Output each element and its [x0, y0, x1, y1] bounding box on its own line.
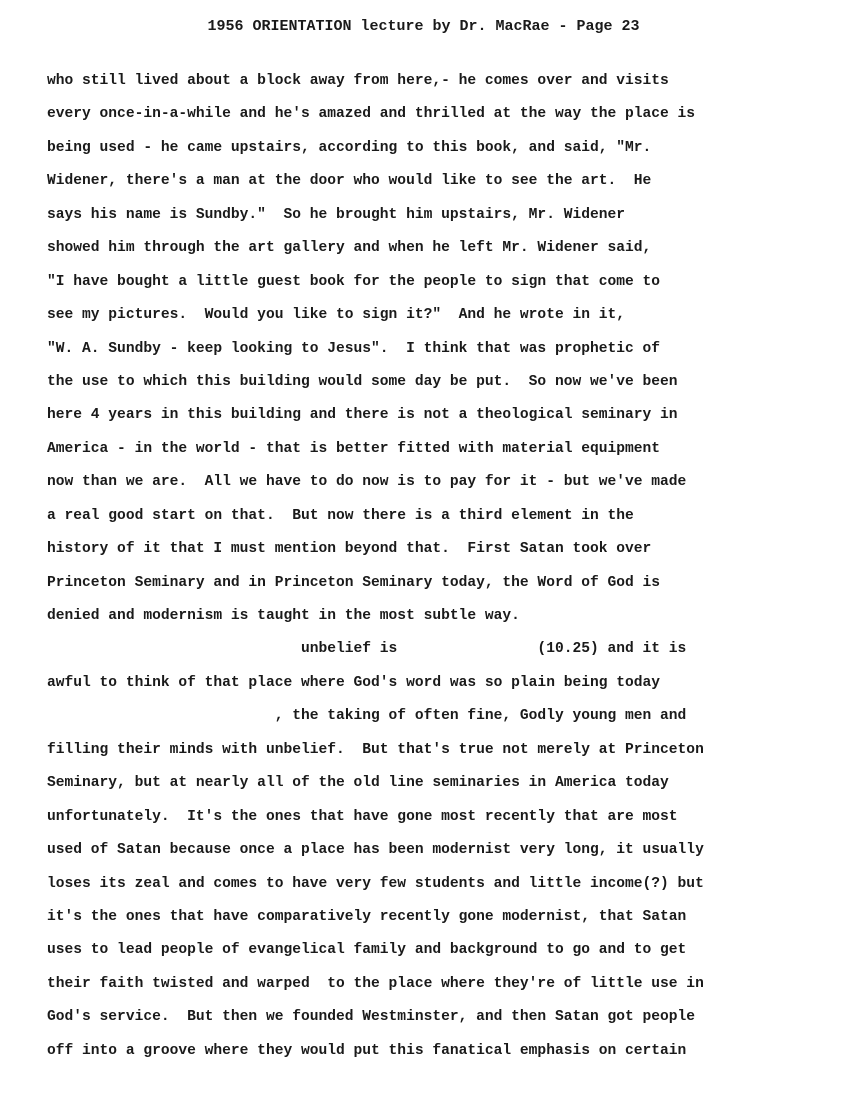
text-line: it's the ones that have comparatively recently gone modernist, that Satan [47, 908, 687, 925]
text-line: off into a groove where they would put this fanatical emphasis on certain [47, 1042, 687, 1059]
text-line: used of Satan because once a place has been modernist very long, it usually [47, 842, 704, 859]
text-line: Widener, there's a man at the door who would like to see the art. He [47, 173, 652, 190]
text-line: "I have bought a little guest book for the people to sign that come to [47, 273, 661, 290]
text-line: denied and modernism is taught in the most subtle way. [47, 608, 520, 624]
text-line: showed him through the art gallery and when he left Mr. Widener said, [47, 240, 652, 257]
text-line: the use to which this building would some day be put. So now we've been [47, 373, 678, 390]
text-line: being used - he came upstairs, according to this book, and said, "Mr. [47, 139, 652, 156]
text-line: God's service. But then we founded Westminster, and then Satan got people [47, 1009, 696, 1026]
text-line: Seminary, but at nearly all of the old line seminaries in America today [47, 775, 669, 792]
text-line: a real good start on that. But now there is a third element in the [47, 507, 634, 524]
text-line: awful to think of that place where God's word was so plain being today [47, 674, 661, 691]
text-line: who still lived about a block away from here,- he comes over and visits [47, 73, 669, 89]
text-line: "W. A. Sundby - keep looking to Jesus". I think that was prophetic of [47, 340, 661, 357]
text-line: their faith twisted and warped to the place where they're of little use in [47, 975, 704, 992]
text-line: see my pictures. Would you like to sign it?" And he wrote in it, [47, 307, 626, 324]
text-line: unbelief is (10.25) and it is [47, 641, 687, 658]
text-line: America - in the world - that is better fitted with material equipment [47, 440, 661, 457]
text-line: here 4 years in this building and there is not a theological seminary in [47, 407, 678, 424]
text-line: uses to lead people of evangelical family and background to go and to get [47, 942, 687, 959]
page-header: 1956 ORIENTATION lecture by Dr. MacRae - Page 23 [207, 18, 640, 35]
body-text [47, 65, 837, 1068]
text-line: filling their minds with unbelief. But that's true not merely at Princeton [47, 741, 704, 758]
text-line: , the taking of often fine, Godly young men and [47, 708, 687, 725]
text-line: unfortunately. It's the ones that have gone most recently that are most [47, 808, 678, 825]
text-line: now than we are. All we have to do now is to pay for it - but we've made [47, 474, 687, 491]
text-line: Princeton Seminary and in Princeton Seminary today, the Word of God is [47, 574, 661, 591]
text-line: every once-in-a-while and he's amazed and thrilled at the way the place is [47, 106, 696, 123]
text-line: says his name is Sundby." So he brought him upstairs, Mr. Widener [47, 206, 626, 223]
text-line: history of it that I must mention beyond that. First Satan took over [47, 541, 652, 558]
text-line: loses its zeal and comes to have very few students and little income(?) but [47, 875, 704, 892]
